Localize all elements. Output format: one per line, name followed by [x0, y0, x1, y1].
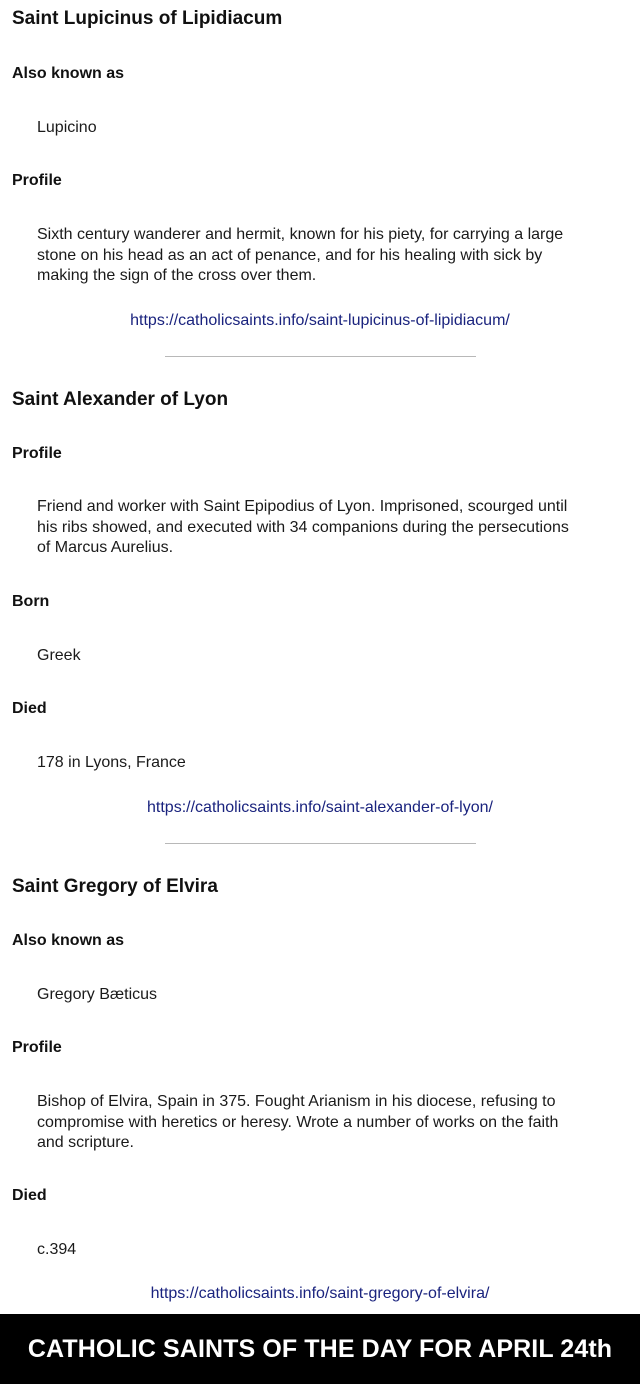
- section-divider: [165, 356, 476, 357]
- profile-line: Friend and worker with Saint Epipodius of Lyon. Imprisoned, scourged until: [37, 498, 568, 515]
- profile-text: [37, 225, 627, 287]
- profile-line: his ribs showed, and executed with 34 companions during the persecutions: [37, 518, 569, 536]
- profile-line: stone on his head as an act of penance, and for his healing with sick by: [37, 246, 543, 264]
- profile-line: and scripture.: [37, 1134, 134, 1151]
- saint-title-gregory: Saint Gregory of Elvira: [12, 876, 218, 897]
- also-known-as-value: Lupicino: [37, 119, 97, 136]
- profile-line: Sixth century wanderer and hermit, known for his piety, for carrying a large: [37, 226, 564, 243]
- born-label: Born: [12, 593, 50, 610]
- section-divider: [165, 843, 476, 844]
- profile-text: [37, 1092, 627, 1154]
- saint-link-alexander[interactable]: https://catholicsaints.info/saint-alexander-of-lyon/: [147, 799, 493, 816]
- died-label: Died: [12, 1187, 47, 1204]
- died-value: 178 in Lyons, France: [37, 754, 186, 771]
- profile-line: compromise with heretics or heresy. Wrote a number of works on the faith: [37, 1113, 559, 1131]
- saint-title-lupicinus: Saint Lupicinus of Lipidiacum: [12, 8, 283, 29]
- profile-label: Profile: [12, 1039, 62, 1056]
- saint-title-alexander: Saint Alexander of Lyon: [12, 389, 229, 410]
- profile-label: Profile: [12, 445, 62, 462]
- profile-text: [37, 497, 627, 559]
- also-known-as-label: Also known as: [12, 932, 125, 949]
- footer-banner: [0, 1314, 640, 1384]
- also-known-as-label: Also known as: [12, 65, 125, 82]
- profile-line: Bishop of Elvira, Spain in 375. Fought Arianism in his diocese, refusing to: [37, 1093, 556, 1110]
- died-value: c.394: [37, 1241, 77, 1258]
- profile-line: making the sign of the cross over them.: [37, 267, 317, 284]
- saint-link-gregory[interactable]: https://catholicsaints.info/saint-gregory-of-elvira/: [150, 1285, 490, 1302]
- died-label: Died: [12, 700, 47, 717]
- saint-link-lupicinus[interactable]: https://catholicsaints.info/saint-lupicinus-of-lipidiacum/: [130, 312, 510, 329]
- born-value: Greek: [37, 647, 81, 664]
- banner-title: CATHOLIC SAINTS OF THE DAY FOR APRIL 24th: [27, 1334, 613, 1363]
- also-known-as-value: Gregory Bæticus: [37, 986, 158, 1003]
- profile-line: of Marcus Aurelius.: [37, 539, 174, 556]
- profile-label: Profile: [12, 172, 62, 189]
